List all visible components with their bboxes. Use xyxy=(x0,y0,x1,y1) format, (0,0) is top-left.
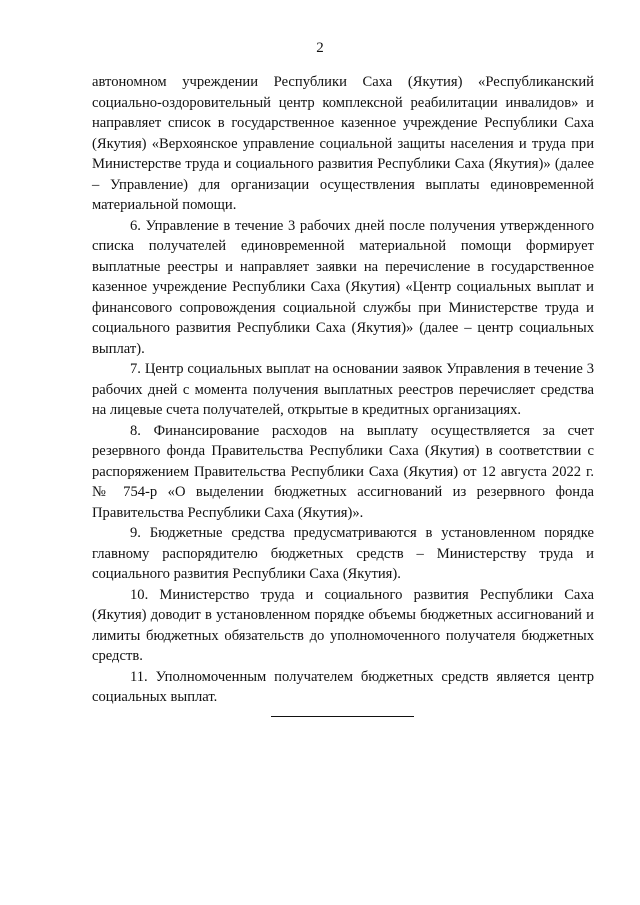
page-number: 2 xyxy=(316,40,324,56)
paragraph-10: 10. Министерство труда и социального развития Республики Саха (Якутия) доводит в установленном порядке объемы бюджетных ассигнований и лимиты бюджетных обязательств до уполномоченного получателя бюджетных средств. xyxy=(92,586,594,664)
paragraph-7: 7. Центр социальных выплат на основании заявок Управления в течение 3 рабочих дней с момента получения выплатных реестров перечисляет средства на лицевые счета получателей, открытые в кредитных организациях. xyxy=(92,361,594,418)
paragraph-8: 8. Финансирование расходов на выплату осуществляется за счет резервного фонда Правительства Республики Саха (Якутия) в соответствии с распоряжением Правительства Республики Саха (Якутия) от 12 августа 2022 г. № 754-р «О выделении бюджетных ассигнований из резервного фонда Правительства Республики Саха (Якутия)». xyxy=(92,422,594,521)
end-divider-line xyxy=(271,716,414,717)
paragraph-6: 6. Управление в течение 3 рабочих дней после получения утвержденного списка получателей единовременной материальной помощи формирует выплатные реестры и направляет заявки на перечисление в государственное казенное учреждение Республики Саха (Якутия) «Центр социальных выплат и финансового сопровождения социальной службы при Министерстве труда и социального развития Республики Саха (Якутия)» (далее – центр социальных выплат). xyxy=(92,217,594,357)
paragraph-continuation: автономном учреждении Республики Саха (Якутия) «Республиканский социально-оздоровительный центр комплексной реабилитации инвалидов» и направляет список в государственное казенное учреждение Республики Саха (Якутия) «Верхоянское управление социальной защиты населения и труда при Министерстве труда и социального развития Республики Саха (Якутия)» (далее – Управление) для организации осуществления выплаты единовременной материальной помощи. xyxy=(92,74,594,213)
paragraph-9: 9. Бюджетные средства предусматриваются в установленном порядке главному распорядителю бюджетных средств – Министерству труда и социального развития Республики Саха (Якутия). xyxy=(92,525,594,582)
paragraph-11: 11. Уполномоченным получателем бюджетных средств является центр социальных выплат. xyxy=(92,668,594,705)
document-body xyxy=(92,72,594,708)
